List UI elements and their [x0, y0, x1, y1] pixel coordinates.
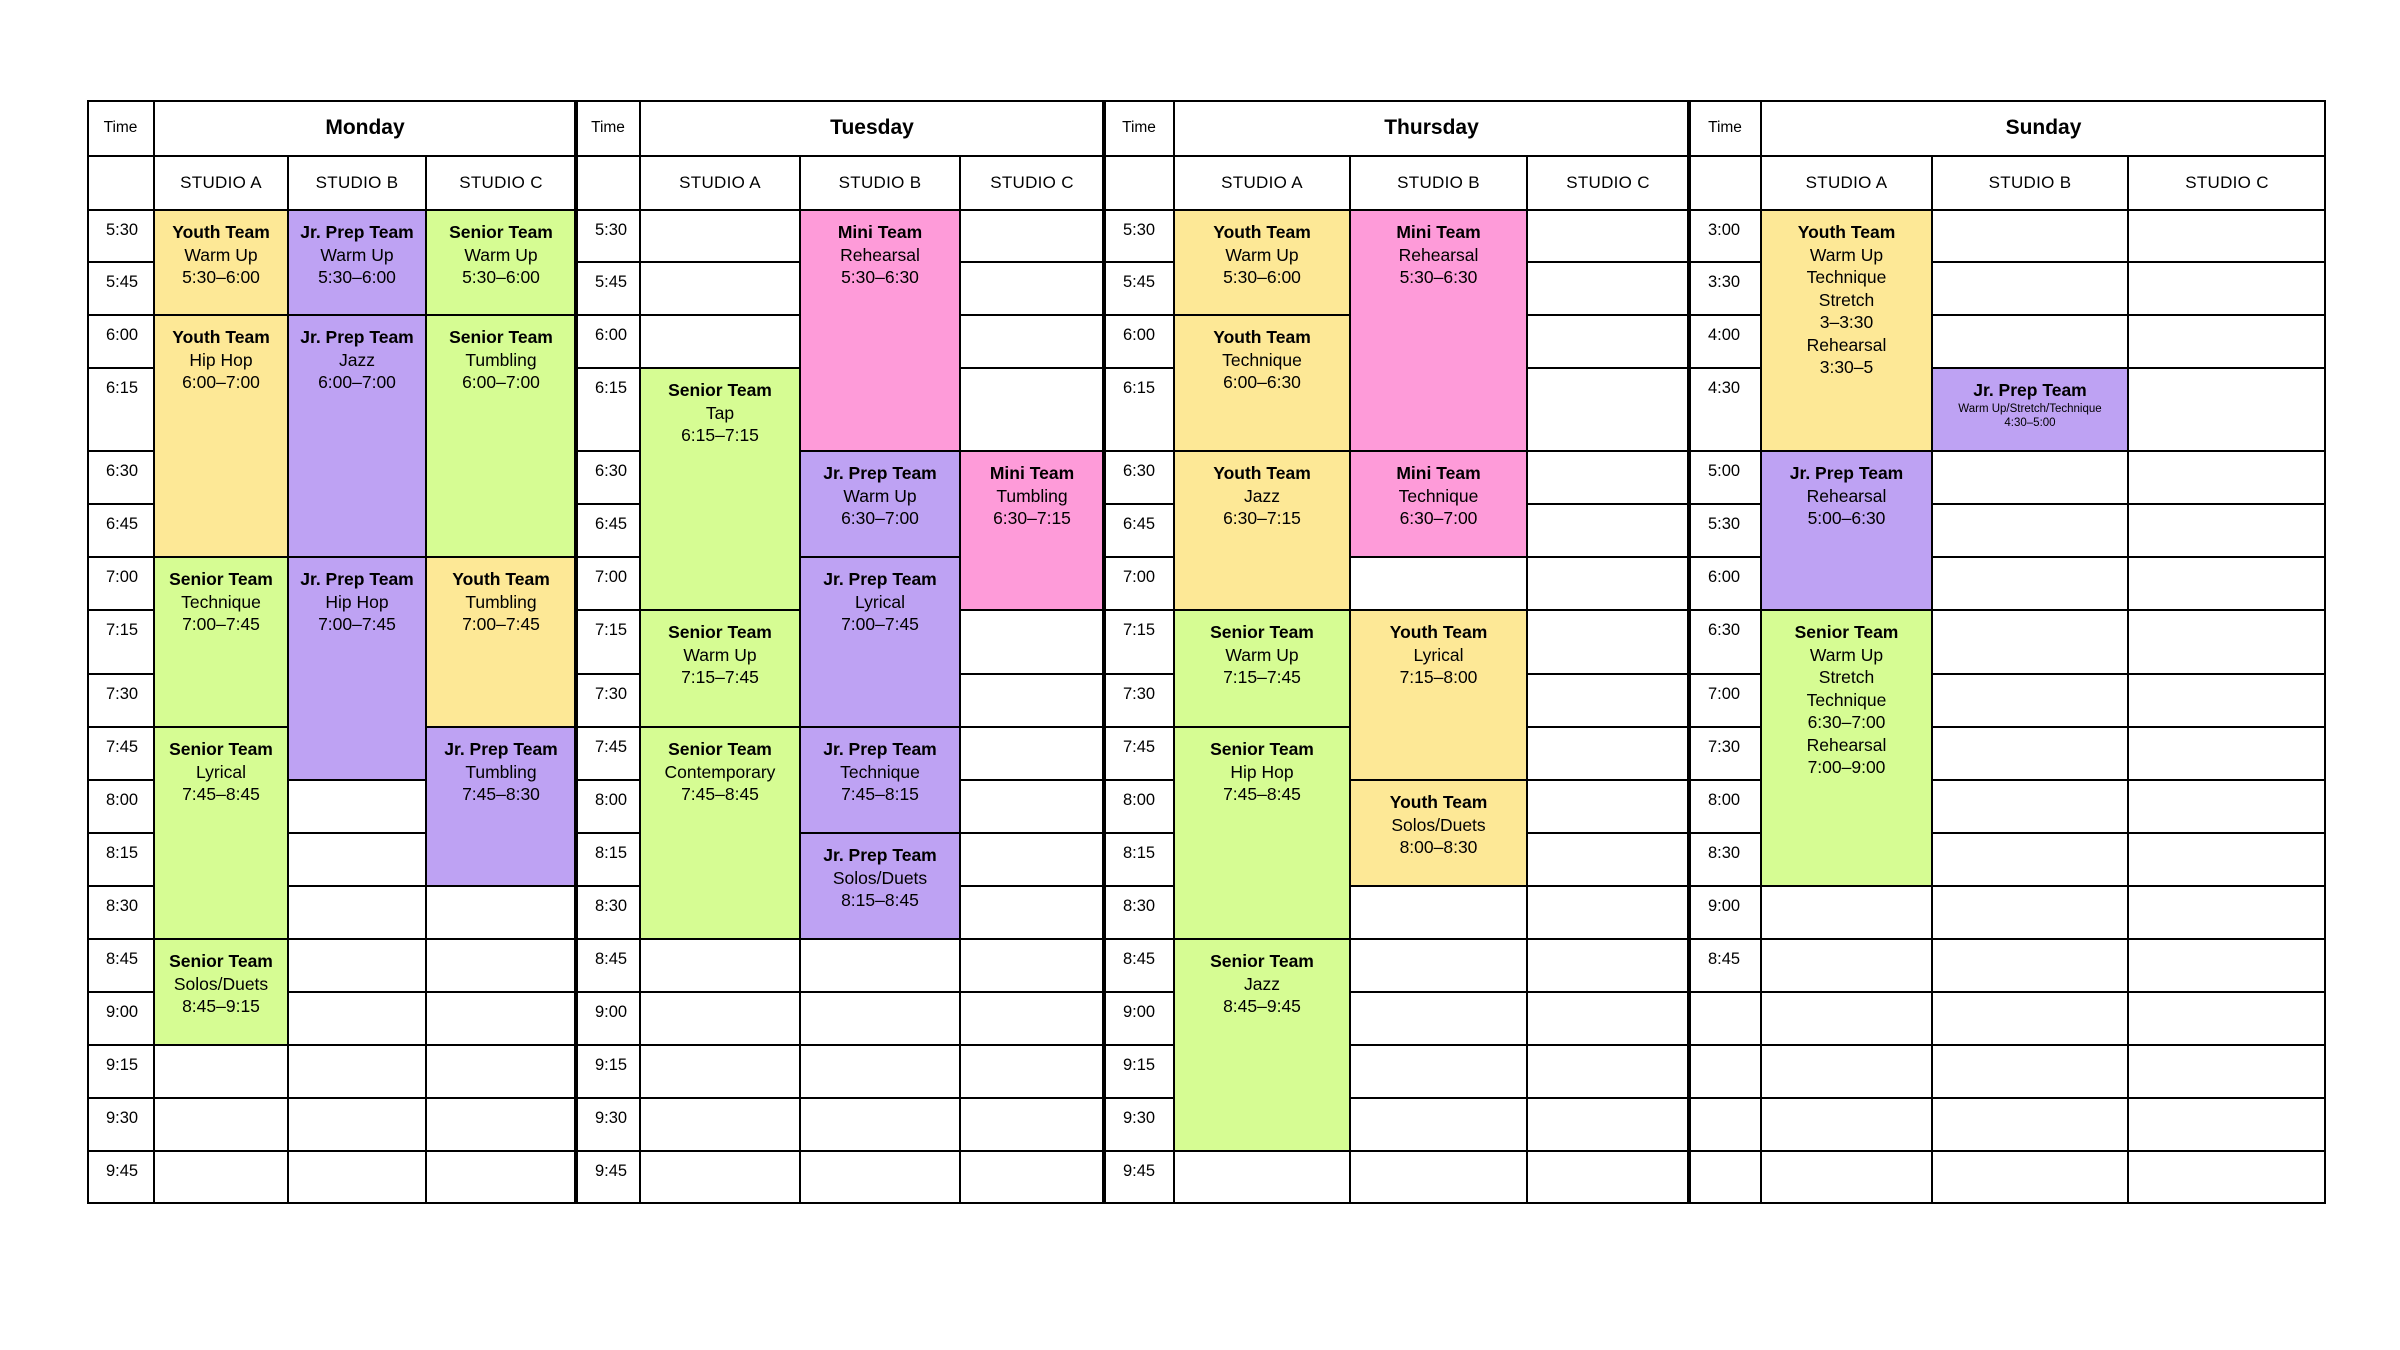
- class-detail: Warm Up: [464, 244, 538, 265]
- class-detail: 3–3:30: [1819, 312, 1874, 332]
- studio-header: STUDIO B: [288, 156, 426, 210]
- day-block-frame: [87, 100, 576, 1204]
- time-slot-label: 3:00: [1689, 210, 1761, 262]
- time-slot-label: 6:00: [1689, 557, 1761, 610]
- class-detail: 7:00–7:45: [318, 614, 396, 634]
- day-block-frame: [576, 100, 1104, 1204]
- class-detail: Warm Up: [843, 485, 917, 506]
- time-slot-label: 9:15: [1104, 1045, 1174, 1098]
- time-slot-label: 5:30: [1104, 210, 1174, 262]
- class-team-name: Jr. Prep Team: [1789, 463, 1904, 483]
- class-detail: 7:00–9:00: [1807, 757, 1886, 777]
- studio-header: STUDIO C: [426, 156, 576, 210]
- class-detail: 6:30–7:00: [1399, 508, 1478, 528]
- class-team-name: Youth Team: [172, 222, 270, 242]
- class-team-name: Youth Team: [1213, 463, 1311, 483]
- class-detail: 7:45–8:30: [462, 784, 540, 804]
- class-team-name: Senior Team: [668, 380, 772, 400]
- class-detail: 5:00–6:30: [1807, 508, 1886, 528]
- class-detail: 6:30–7:15: [1223, 508, 1301, 528]
- time-slot-label: 8:30: [576, 886, 640, 939]
- time-slot-label: 9:15: [576, 1045, 640, 1098]
- class-detail: Warm Up: [320, 244, 394, 265]
- class-detail: 8:15–8:45: [841, 890, 919, 910]
- time-slot-label: 7:15: [576, 610, 640, 674]
- time-slot-label: 8:30: [87, 886, 154, 939]
- class-team-name: Jr. Prep Team: [823, 569, 937, 589]
- class-detail: 7:00–7:45: [841, 614, 919, 634]
- class-detail: Jazz: [1244, 485, 1280, 506]
- day-header-sunday: Sunday: [1761, 100, 2326, 156]
- class-team-name: Senior Team: [1210, 951, 1314, 971]
- class-team-name: Mini Team: [837, 222, 923, 242]
- class-team-name: Senior Team: [1210, 739, 1314, 759]
- time-slot-label: 6:30: [1689, 610, 1761, 674]
- time-slot-label: 6:15: [576, 368, 640, 451]
- time-slot-label: 7:30: [1104, 674, 1174, 727]
- time-slot-label: 4:30: [1689, 368, 1761, 451]
- class-team-name: Jr. Prep Team: [444, 739, 558, 759]
- class-detail: Warm Up/Stretch/Technique: [1958, 402, 2102, 415]
- time-slot-label: 6:45: [87, 504, 154, 557]
- time-slot-label: 5:45: [1104, 262, 1174, 315]
- class-detail: Tumbling: [465, 761, 537, 782]
- time-header: Time: [87, 100, 154, 156]
- time-slot-label: 6:15: [1104, 368, 1174, 451]
- time-slot-label: 6:45: [1104, 504, 1174, 557]
- class-detail: 6:30–7:15: [993, 508, 1071, 528]
- time-slot-label: 7:15: [87, 610, 154, 674]
- time-slot-label: 7:30: [87, 674, 154, 727]
- time-slot-label: 6:30: [87, 451, 154, 504]
- class-detail: 7:00–7:45: [182, 614, 260, 634]
- class-detail: 7:45–8:45: [1223, 784, 1301, 804]
- time-slot-label: 6:30: [576, 451, 640, 504]
- time-slot-label: 8:45: [1689, 939, 1761, 992]
- time-slot-label: 7:00: [1104, 557, 1174, 610]
- time-slot-label: 6:15: [87, 368, 154, 451]
- class-team-name: Jr. Prep Team: [300, 569, 414, 589]
- class-detail: Lyrical: [196, 761, 246, 782]
- class-detail: 6:30–7:00: [841, 508, 919, 528]
- class-detail: Jazz: [1244, 973, 1280, 994]
- class-detail: Solos/Duets: [173, 973, 269, 994]
- class-detail: 6:30–7:00: [1807, 712, 1886, 732]
- class-team-name: Senior Team: [449, 327, 553, 347]
- class-team-name: Senior Team: [1794, 622, 1899, 642]
- time-slot-label: 6:45: [576, 504, 640, 557]
- class-detail: Tumbling: [996, 485, 1068, 506]
- class-detail: 6:00–7:00: [318, 372, 396, 392]
- class-detail: Jazz: [339, 349, 375, 370]
- time-slot-label: 7:00: [1689, 674, 1761, 727]
- class-detail: 6:15–7:15: [681, 425, 759, 445]
- studio-header: STUDIO C: [1527, 156, 1689, 210]
- class-team-name: Senior Team: [169, 569, 273, 589]
- time-slot-label: 8:30: [1689, 833, 1761, 886]
- time-header: Time: [1104, 100, 1174, 156]
- class-detail: 8:45–9:45: [1223, 996, 1301, 1016]
- time-slot-label: 4:00: [1689, 315, 1761, 368]
- class-detail: Warm Up: [184, 244, 258, 265]
- time-slot-label: 8:45: [1104, 939, 1174, 992]
- class-team-name: Senior Team: [169, 739, 273, 759]
- time-slot-label: 9:00: [87, 992, 154, 1045]
- class-detail: 7:45–8:15: [841, 784, 919, 804]
- time-slot-label: 8:15: [576, 833, 640, 886]
- class-detail: Tumbling: [465, 591, 537, 612]
- class-detail: 5:30–6:30: [1399, 267, 1478, 287]
- time-slot-label: 7:45: [576, 727, 640, 780]
- studio-header: STUDIO B: [1350, 156, 1527, 210]
- class-detail: 5:30–6:00: [182, 267, 260, 287]
- time-slot-label: 9:30: [576, 1098, 640, 1151]
- time-slot-label: 6:00: [87, 315, 154, 368]
- time-slot-label: 5:30: [576, 210, 640, 262]
- class-detail: Technique: [1398, 485, 1479, 506]
- class-team-name: Jr. Prep Team: [1973, 380, 2087, 400]
- time-slot-label: 8:45: [576, 939, 640, 992]
- class-detail: 6:00–7:00: [462, 372, 540, 392]
- class-detail: 3:30–5: [1819, 357, 1874, 377]
- class-team-name: Senior Team: [668, 622, 772, 642]
- class-detail: 5:30–6:00: [318, 267, 396, 287]
- time-header: Time: [576, 100, 640, 156]
- class-detail: Stretch: [1818, 667, 1875, 687]
- time-slot-label: 5:30: [1689, 504, 1761, 557]
- time-slot-label: 6:00: [576, 315, 640, 368]
- time-slot-label: 6:00: [1104, 315, 1174, 368]
- class-detail: Technique: [181, 591, 261, 612]
- time-slot-label: 9:30: [87, 1098, 154, 1151]
- time-slot-label: 9:00: [1689, 886, 1761, 939]
- time-slot-label: 8:15: [87, 833, 154, 886]
- class-team-name: Youth Team: [1389, 792, 1488, 812]
- class-team-name: Youth Team: [1213, 327, 1311, 347]
- class-detail: 7:00–7:45: [462, 614, 540, 634]
- class-team-name: Mini Team: [1396, 463, 1481, 483]
- class-detail: Stretch: [1818, 289, 1875, 310]
- time-slot-label: 9:00: [576, 992, 640, 1045]
- time-slot-label: 8:00: [576, 780, 640, 833]
- class-team-name: Youth Team: [1797, 222, 1896, 242]
- studio-header: STUDIO A: [154, 156, 288, 210]
- class-detail: 5:30–6:30: [841, 267, 919, 287]
- class-detail: Tap: [705, 402, 735, 423]
- class-team-name: Jr. Prep Team: [823, 463, 937, 483]
- class-detail: Technique: [840, 761, 920, 782]
- studio-header: STUDIO C: [960, 156, 1104, 210]
- time-slot-label: 5:45: [87, 262, 154, 315]
- time-slot-label: 8:00: [87, 780, 154, 833]
- class-detail: Rehearsal: [1806, 334, 1887, 355]
- time-slot-label: 5:45: [576, 262, 640, 315]
- class-detail: Hip Hop: [189, 349, 253, 370]
- class-team-name: Senior Team: [668, 739, 772, 759]
- class-team-name: Mini Team: [1396, 222, 1481, 242]
- class-detail: Technique: [1806, 689, 1887, 710]
- class-team-name: Mini Team: [989, 463, 1075, 483]
- class-detail: Warm Up: [1225, 244, 1299, 265]
- day-header-tuesday: Tuesday: [640, 100, 1104, 156]
- time-slot-label: 7:00: [576, 557, 640, 610]
- class-team-name: Jr. Prep Team: [823, 845, 937, 865]
- class-detail: Warm Up: [683, 644, 757, 665]
- class-detail: 7:45–8:45: [182, 784, 260, 804]
- class-team-name: Senior Team: [169, 951, 273, 971]
- class-detail: 7:15–8:00: [1399, 667, 1478, 687]
- class-detail: Rehearsal: [1806, 734, 1887, 755]
- class-detail: 6:00–6:30: [1223, 372, 1301, 392]
- class-team-name: Jr. Prep Team: [300, 327, 414, 347]
- class-detail: Technique: [1222, 349, 1302, 370]
- class-detail: Technique: [1806, 267, 1887, 287]
- studio-header: STUDIO C: [2128, 156, 2326, 210]
- day-block-frame: [1104, 100, 1689, 1204]
- studio-header: STUDIO A: [1761, 156, 1932, 210]
- class-detail: Rehearsal: [1398, 244, 1479, 265]
- class-team-name: Jr. Prep Team: [300, 222, 414, 242]
- class-detail: 8:00–8:30: [1399, 837, 1478, 857]
- class-detail: 7:15–7:45: [681, 667, 759, 687]
- class-detail: 4:30–5:00: [2004, 416, 2056, 429]
- class-detail: Contemporary: [664, 761, 776, 782]
- class-team-name: Youth Team: [172, 327, 270, 347]
- time-slot-label: 5:30: [87, 210, 154, 262]
- class-detail: Solos/Duets: [832, 867, 928, 888]
- time-slot-label: 8:15: [1104, 833, 1174, 886]
- class-detail: Hip Hop: [325, 591, 389, 612]
- day-header-monday: Monday: [154, 100, 576, 156]
- time-slot-label: 9:45: [1104, 1151, 1174, 1204]
- time-slot-label: 7:00: [87, 557, 154, 610]
- class-detail: Lyrical: [1413, 644, 1464, 665]
- time-slot-label: 7:30: [1689, 727, 1761, 780]
- studio-header: STUDIO B: [1932, 156, 2128, 210]
- studio-header: STUDIO A: [640, 156, 800, 210]
- class-team-name: Youth Team: [1389, 622, 1488, 642]
- time-slot-label: 7:45: [87, 727, 154, 780]
- time-slot-label: 9:15: [87, 1045, 154, 1098]
- time-slot-label: 3:30: [1689, 262, 1761, 315]
- class-detail: Solos/Duets: [1391, 814, 1486, 835]
- class-detail: Hip Hop: [1230, 761, 1294, 782]
- class-team-name: Senior Team: [1210, 622, 1314, 642]
- class-detail: Tumbling: [465, 349, 537, 370]
- time-slot-label: 9:30: [1104, 1098, 1174, 1151]
- class-detail: Rehearsal: [840, 244, 920, 265]
- class-detail: Warm Up: [1809, 644, 1884, 665]
- class-detail: Warm Up: [1225, 644, 1299, 665]
- class-team-name: Youth Team: [452, 569, 550, 589]
- time-slot-label: 8:00: [1689, 780, 1761, 833]
- class-detail: Rehearsal: [1806, 485, 1887, 506]
- class-detail: 5:30–6:00: [1223, 267, 1301, 287]
- studio-header: STUDIO B: [800, 156, 960, 210]
- time-slot-label: 8:45: [87, 939, 154, 992]
- time-slot-label: 7:15: [1104, 610, 1174, 674]
- class-team-name: Youth Team: [1213, 222, 1311, 242]
- class-detail: 5:30–6:00: [462, 267, 540, 287]
- time-slot-label: 7:45: [1104, 727, 1174, 780]
- studio-header: STUDIO A: [1174, 156, 1350, 210]
- class-detail: 7:45–8:45: [681, 784, 759, 804]
- time-slot-label: 9:45: [576, 1151, 640, 1204]
- time-slot-label: 8:00: [1104, 780, 1174, 833]
- time-slot-label: 9:00: [1104, 992, 1174, 1045]
- time-header: Time: [1689, 100, 1761, 156]
- time-slot-label: 9:45: [87, 1151, 154, 1204]
- day-block-frame: [1689, 100, 2326, 1204]
- class-team-name: Jr. Prep Team: [823, 739, 937, 759]
- class-detail: 6:00–7:00: [182, 372, 260, 392]
- time-slot-label: 7:30: [576, 674, 640, 727]
- time-slot-label: 6:30: [1104, 451, 1174, 504]
- time-slot-label: 8:30: [1104, 886, 1174, 939]
- day-header-thursday: Thursday: [1174, 100, 1689, 156]
- class-team-name: Senior Team: [449, 222, 553, 242]
- time-slot-label: 5:00: [1689, 451, 1761, 504]
- class-detail: 8:45–9:15: [182, 996, 260, 1016]
- class-detail: Lyrical: [855, 591, 905, 612]
- class-detail: Warm Up: [1809, 244, 1884, 265]
- class-detail: 7:15–7:45: [1223, 667, 1301, 687]
